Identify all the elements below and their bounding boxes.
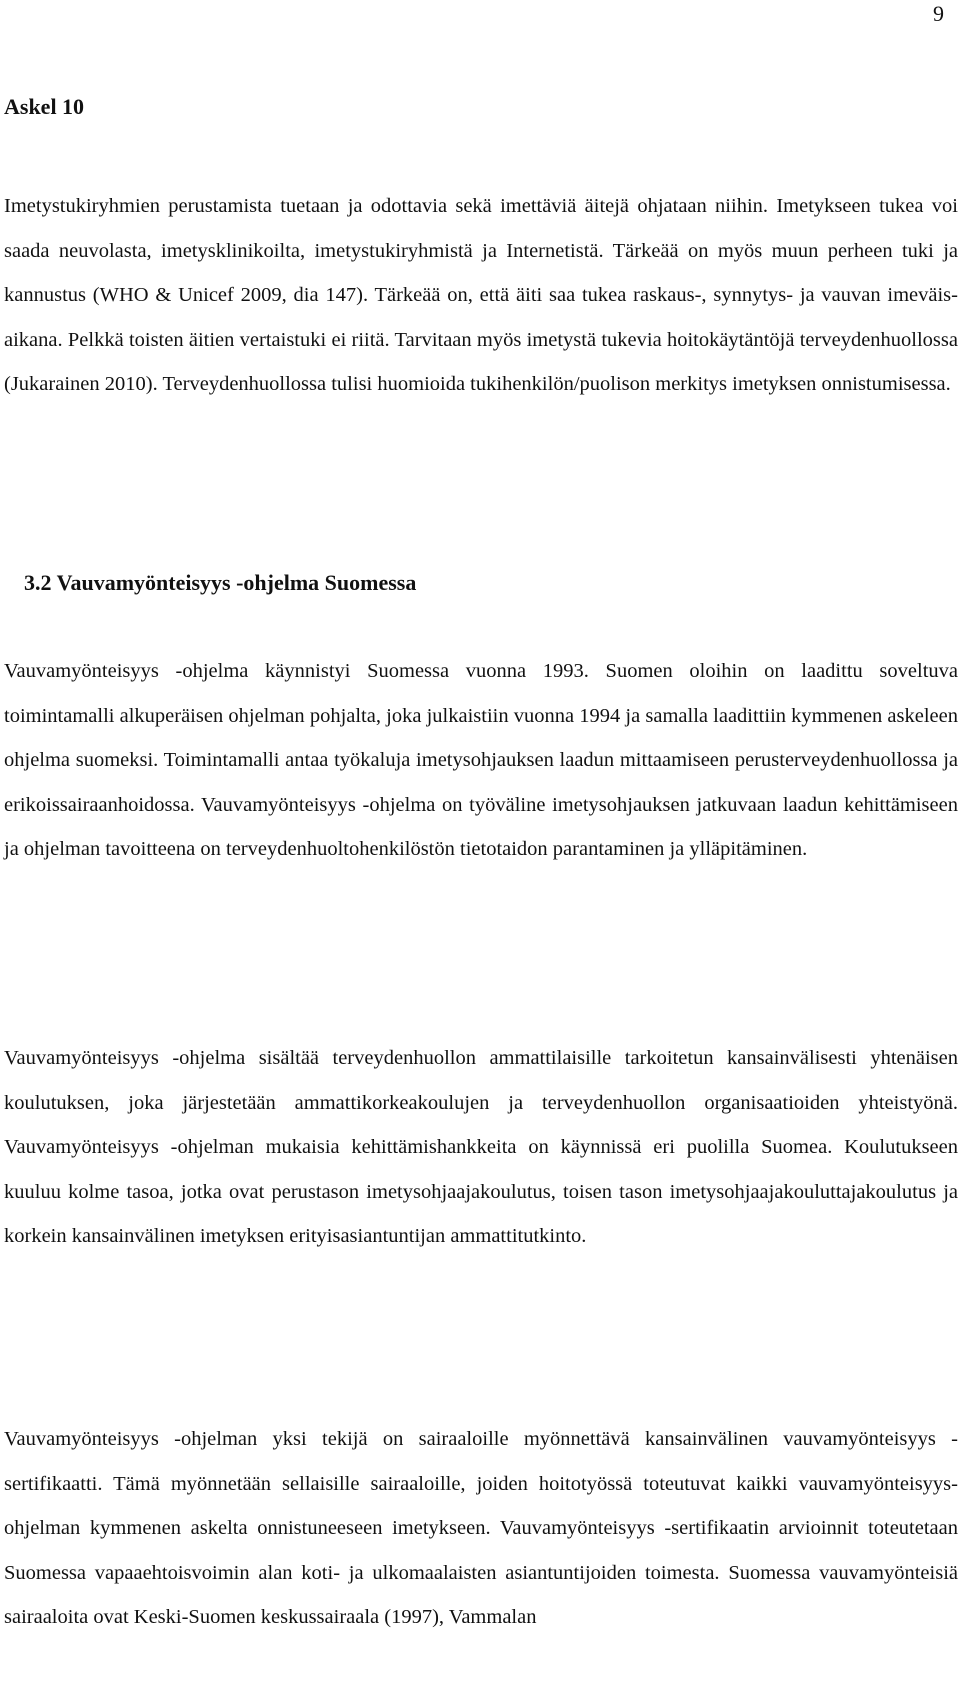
paragraph-training: Vauvamyönteisyys -ohjelma sisältää terveydenhuollon ammattilaisille tarkoitetun kansainvälisesti yhtenäisen koulutuksen, joka järjestetään ammattikorkeakoulujen ja terveydenhuollon organisaatioiden yhteistyönä. Vauvamyönteisyys -ohjelman mukaisia kehittämishankkeita on käynnissä eri puolilla Suomea. Koulutukseen kuuluu kolme tasoa, jotka ovat perustason imetysohjaajakoulutus, toisen tason imetysohjaajakouluttajakoulutus ja korkein kansainvälinen imetyksen erityisasiantuntijan ammattitutkinto.: [4, 1047, 958, 1248]
paragraph-certificate: Vauvamyönteisyys -ohjelman yksi tekijä on sairaaloille myönnettävä kansainvälinen vauvamyönteisyys -sertifikaatti. Tämä myönnetään sellaisille sairaaloille, joiden hoitotyössä toteutuvat kaikki vauvamyönteisyys-ohjelman kymmenen askelta onnistuneeseen imetykseen. Vauvamyönteisyys -sertifikaatin arvioinnit toteutetaan Suomessa vapaaehtoisvoimin alan koti- ja ulkomaalaisten asiantuntijoiden toimesta. Suomessa vauvamyönteisiä sairaaloita ovat Keski-Suomen keskussairaala (1997), Vammalan: [4, 1428, 958, 1629]
step-heading: Askel 10: [4, 94, 85, 119]
paragraph-support-groups: Imetystukiryhmien perustamista tuetaan ja odottavia sekä imettäviä äitejä ohjataan niihin. Imetykseen tukea voi saada neuvolasta, imetysklinikoilta, imetystukiryhmistä ja Internetistä. Tärkeää on myös muun perheen tuki ja kannustus (WHO & Unicef 2009, dia 147). Tärkeää on, että äiti saa tukea raskaus-, synnytys- ja vauvan imeväisaikana. Pelkkä toisten äitien vertaistuki ei riitä. Tarvitaan myös imetystä tukevia hoitokäytäntöjä terveydenhuollossa (Jukarainen 2010). Terveydenhuollossa tulisi huomioida tukihenkilön/puolison merkitys imetyksen onnistumisessa.: [4, 195, 958, 396]
paragraph-program-start: Vauvamyönteisyys -ohjelma käynnistyi Suomessa vuonna 1993. Suomen oloihin on laadittu soveltuva toimintamalli alkuperäisen ohjelman pohjalta, joka julkaistiin vuonna 1994 ja samalla laadittiin kymmenen askeleen ohjelma suomeksi. Toimintamalli antaa työkaluja imetysohjauksen laadun mittaamiseen perusterveydenhuollossa ja erikoissairaanhoidossa. Vauvamyönteisyys -ohjelma on työväline imetysohjauksen jatkuvaan laadun kehittämiseen ja ohjelman tavoitteena on terveydenhuoltohenkilöstön tietotaidon parantaminen ja ylläpitäminen.: [4, 660, 958, 861]
page-number: 9: [933, 1, 944, 26]
section-heading: 3.2 Vauvamyönteisyys -ohjelma Suomessa: [24, 570, 417, 595]
